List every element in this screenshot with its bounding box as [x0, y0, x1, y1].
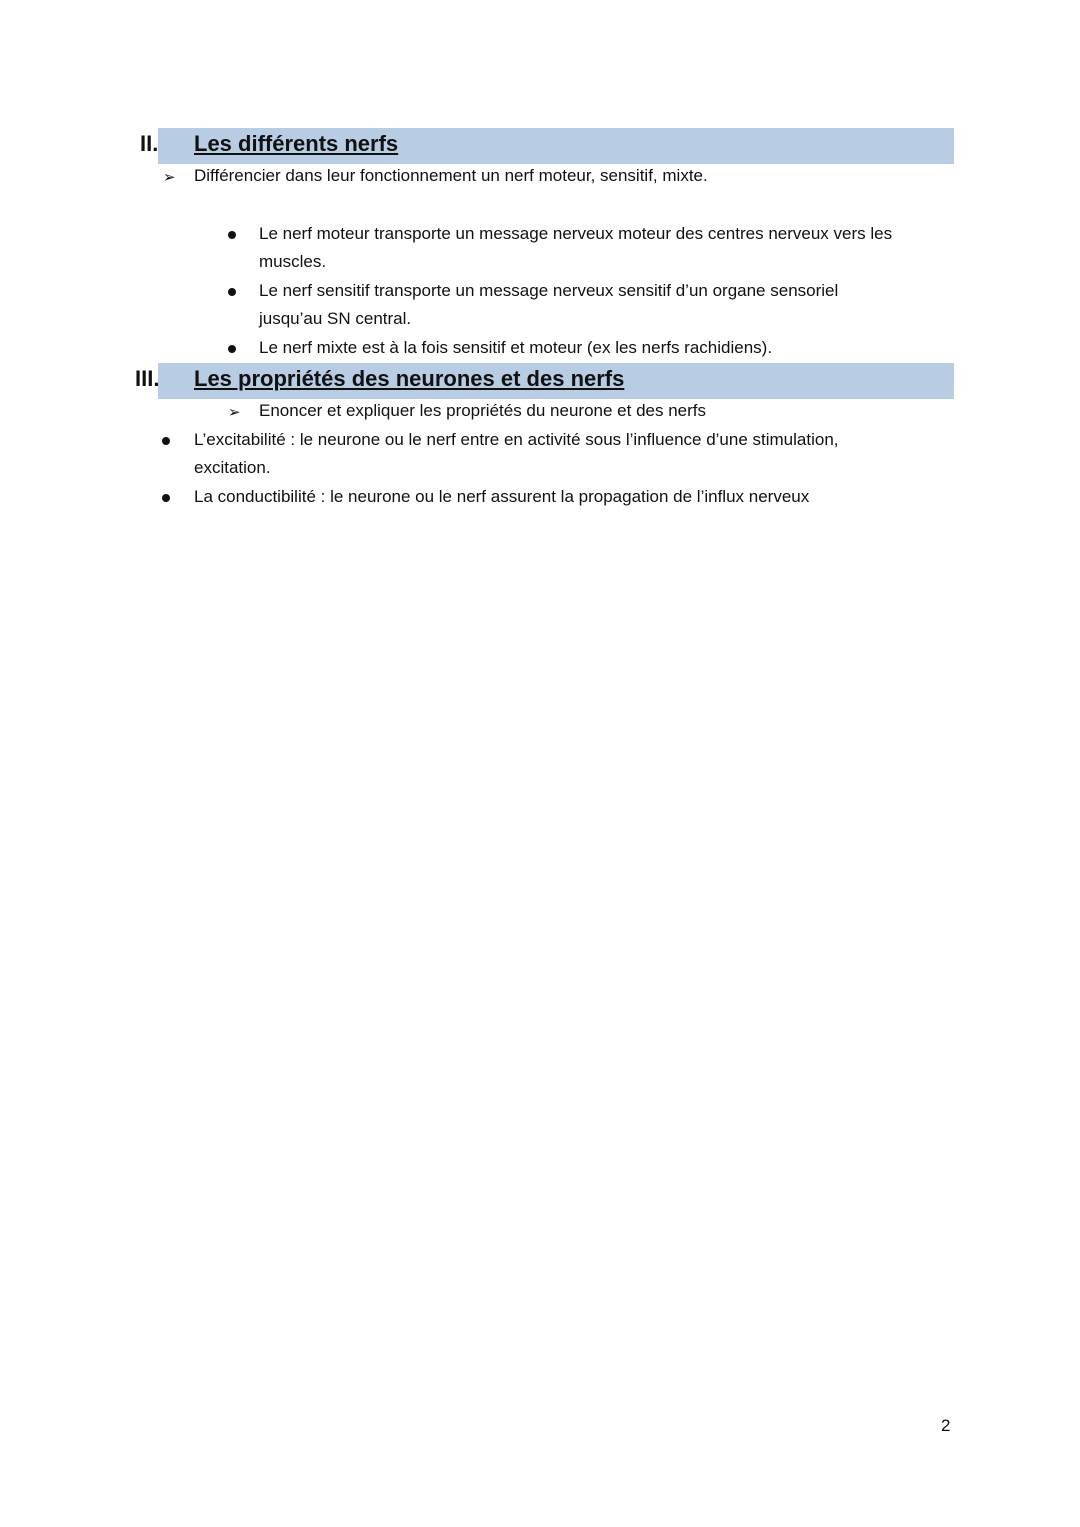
section-3-title: Les propriétés des neurones et des nerfs	[194, 366, 625, 391]
section-2-title: Les différents nerfs	[194, 131, 399, 156]
bullet-icon	[228, 345, 236, 353]
page-number: 2	[941, 1416, 951, 1435]
arrow-bullet-icon: ➢	[228, 404, 241, 421]
bullet-icon	[228, 231, 236, 239]
list-item: Le nerf sensitif transporte un message nerveux sensitif d’un organe sensoriel	[259, 281, 839, 300]
list-item-continuation: jusqu’au SN central.	[259, 309, 412, 328]
list-item: La conductibilité : le neurone ou le nerf assurent la propagation de l’influx nerveux	[194, 487, 810, 506]
section-3-objective: Enoncer et expliquer les propriétés du neurone et des nerfs	[259, 401, 706, 420]
arrow-bullet-icon: ➢	[163, 169, 176, 186]
bullet-icon	[162, 494, 170, 502]
list-item: Le nerf moteur transporte un message nerveux moteur des centres nerveux vers les	[259, 224, 893, 243]
section-2-objective: Différencier dans leur fonctionnement un nerf moteur, sensitif, mixte.	[194, 166, 708, 185]
list-item: L’excitabilité : le neurone ou le nerf entre en activité sous l’influence d’une stimulation,	[194, 430, 839, 449]
bullet-icon	[162, 437, 170, 445]
section-3-number: III.	[135, 366, 160, 391]
list-item: Le nerf mixte est à la fois sensitif et moteur (ex les nerfs rachidiens).	[259, 338, 773, 357]
list-item-continuation: excitation.	[194, 458, 271, 477]
bullet-icon	[228, 288, 236, 296]
list-item-continuation: muscles.	[259, 252, 327, 271]
section-2-number: II.	[140, 131, 159, 156]
